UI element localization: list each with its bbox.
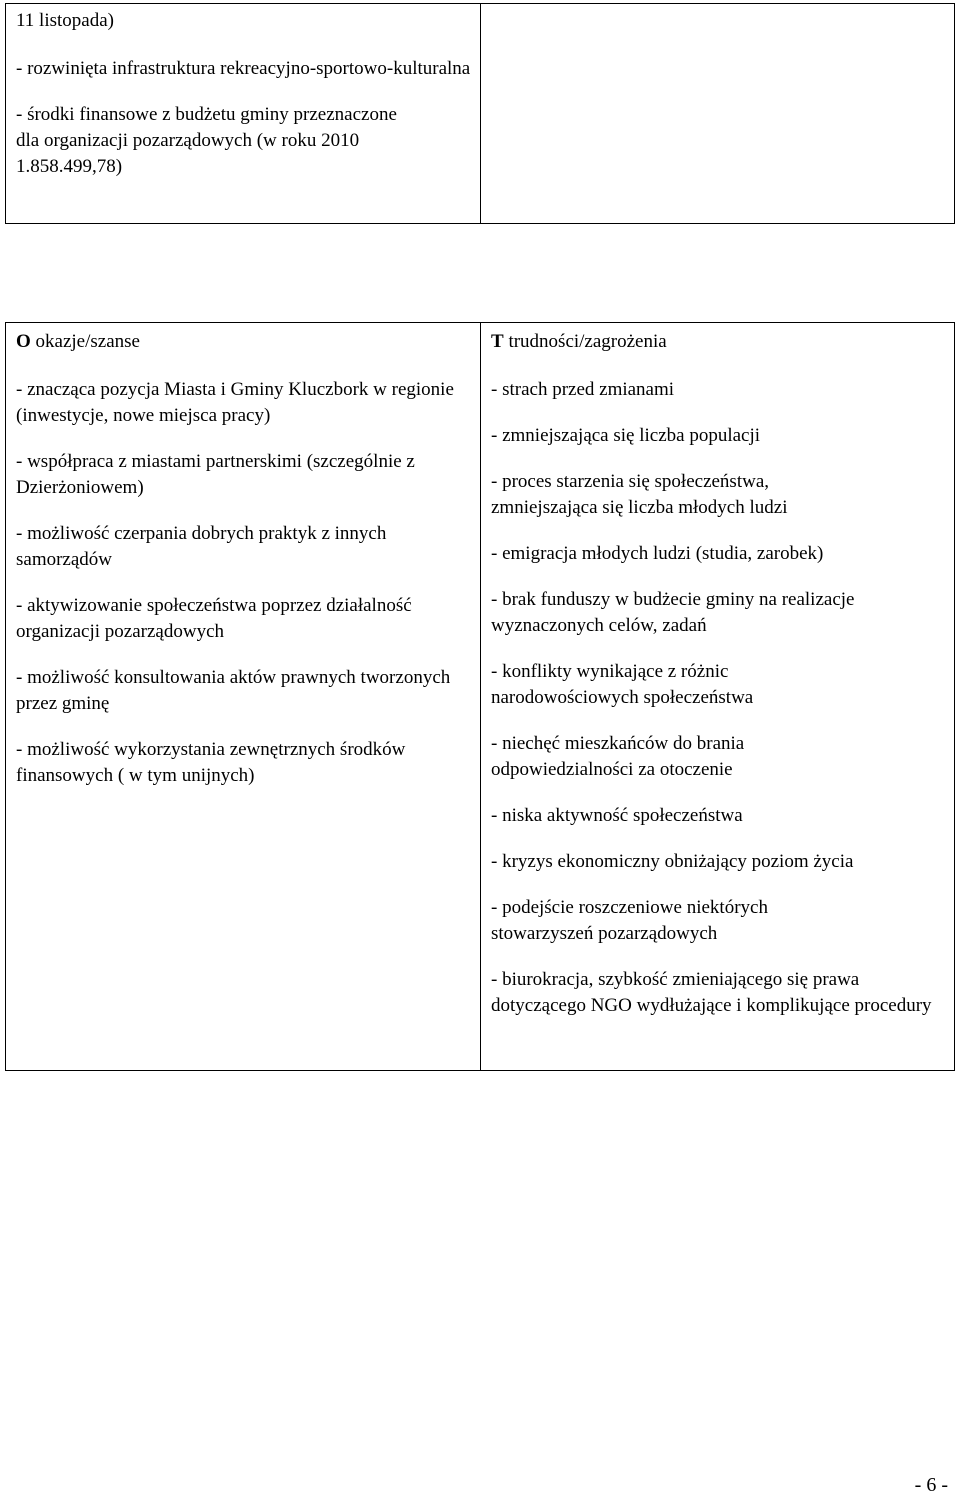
opportunity-item: - możliwość wykorzystania zewnętrznych środków finansowych ( w tym unijnych) — [16, 739, 406, 786]
threat-item: - emigracja młodych ludzi (studia, zarobek) — [491, 543, 824, 564]
opportunity-item: - możliwość konsultowania aktów prawnych tworzonych przez gminę — [16, 667, 451, 714]
threat-item: - proces starzenia się społeczeństwa, zmniejszająca się liczba młodych ludzi — [491, 471, 788, 518]
threat-item: - kryzys ekonomiczny obniżający poziom życia — [491, 851, 854, 872]
threat-item: - niska aktywność społeczeństwa — [491, 805, 743, 826]
threats-cell — [481, 323, 956, 1070]
opportunity-item: - współpraca z miastami partnerskimi (szczególnie z Dzierżoniowem) — [16, 451, 415, 498]
opportunity-item: - aktywizowanie społeczeństwa poprzez działalność organizacji pozarządowych — [16, 595, 412, 642]
opportunities-header — [16, 329, 470, 355]
opportunities-letter: O — [16, 331, 31, 352]
text-line: - środki finansowe z budżetu gminy przeznaczone dla organizacji pozarządowych (w roku 2010 1.858.499,78) — [16, 104, 397, 177]
threat-item: - niechęć mieszkańców do brania odpowiedzialności za otoczenie — [491, 733, 745, 780]
threat-item: - biurokracja, szybkość zmieniającego się prawa dotyczącego NGO wydłużające i komplikujące procedury — [491, 969, 932, 1016]
swot-table — [5, 322, 955, 1071]
top-table — [5, 3, 955, 224]
text-line: 11 listopada) — [16, 10, 114, 31]
threat-item: - podejście roszczeniowe niektórych stowarzyszeń pozarządowych — [491, 897, 768, 944]
threats-letter: T — [491, 331, 504, 352]
threat-item: - brak funduszy w budżecie gminy na realizacje wyznaczonych celów, zadań — [491, 589, 855, 636]
threat-item: - zmniejszająca się liczba populacji — [491, 425, 761, 446]
threats-title: trudności/zagrożenia — [503, 331, 667, 352]
opportunity-item: - znacząca pozycja Miasta i Gminy Kluczbork w regionie (inwestycje, nowe miejsca pracy) — [16, 379, 454, 426]
threats-header — [491, 329, 946, 355]
opportunity-item: - możliwość czerpania dobrych praktyk z innych samorządów — [16, 523, 387, 570]
top-table-left-cell — [6, 4, 481, 223]
top-table-right-cell — [481, 4, 954, 223]
text-line: - rozwinięta infrastruktura rekreacyjno-sportowo-kulturalna — [16, 58, 471, 79]
threat-item: - konflikty wynikające z różnic narodowościowych społeczeństwa — [491, 661, 754, 708]
threat-item: - strach przed zmianami — [491, 379, 675, 400]
page-number: - 6 - — [914, 1474, 948, 1496]
opportunities-cell — [6, 323, 481, 1070]
opportunities-title: okazje/szanse — [30, 331, 140, 352]
